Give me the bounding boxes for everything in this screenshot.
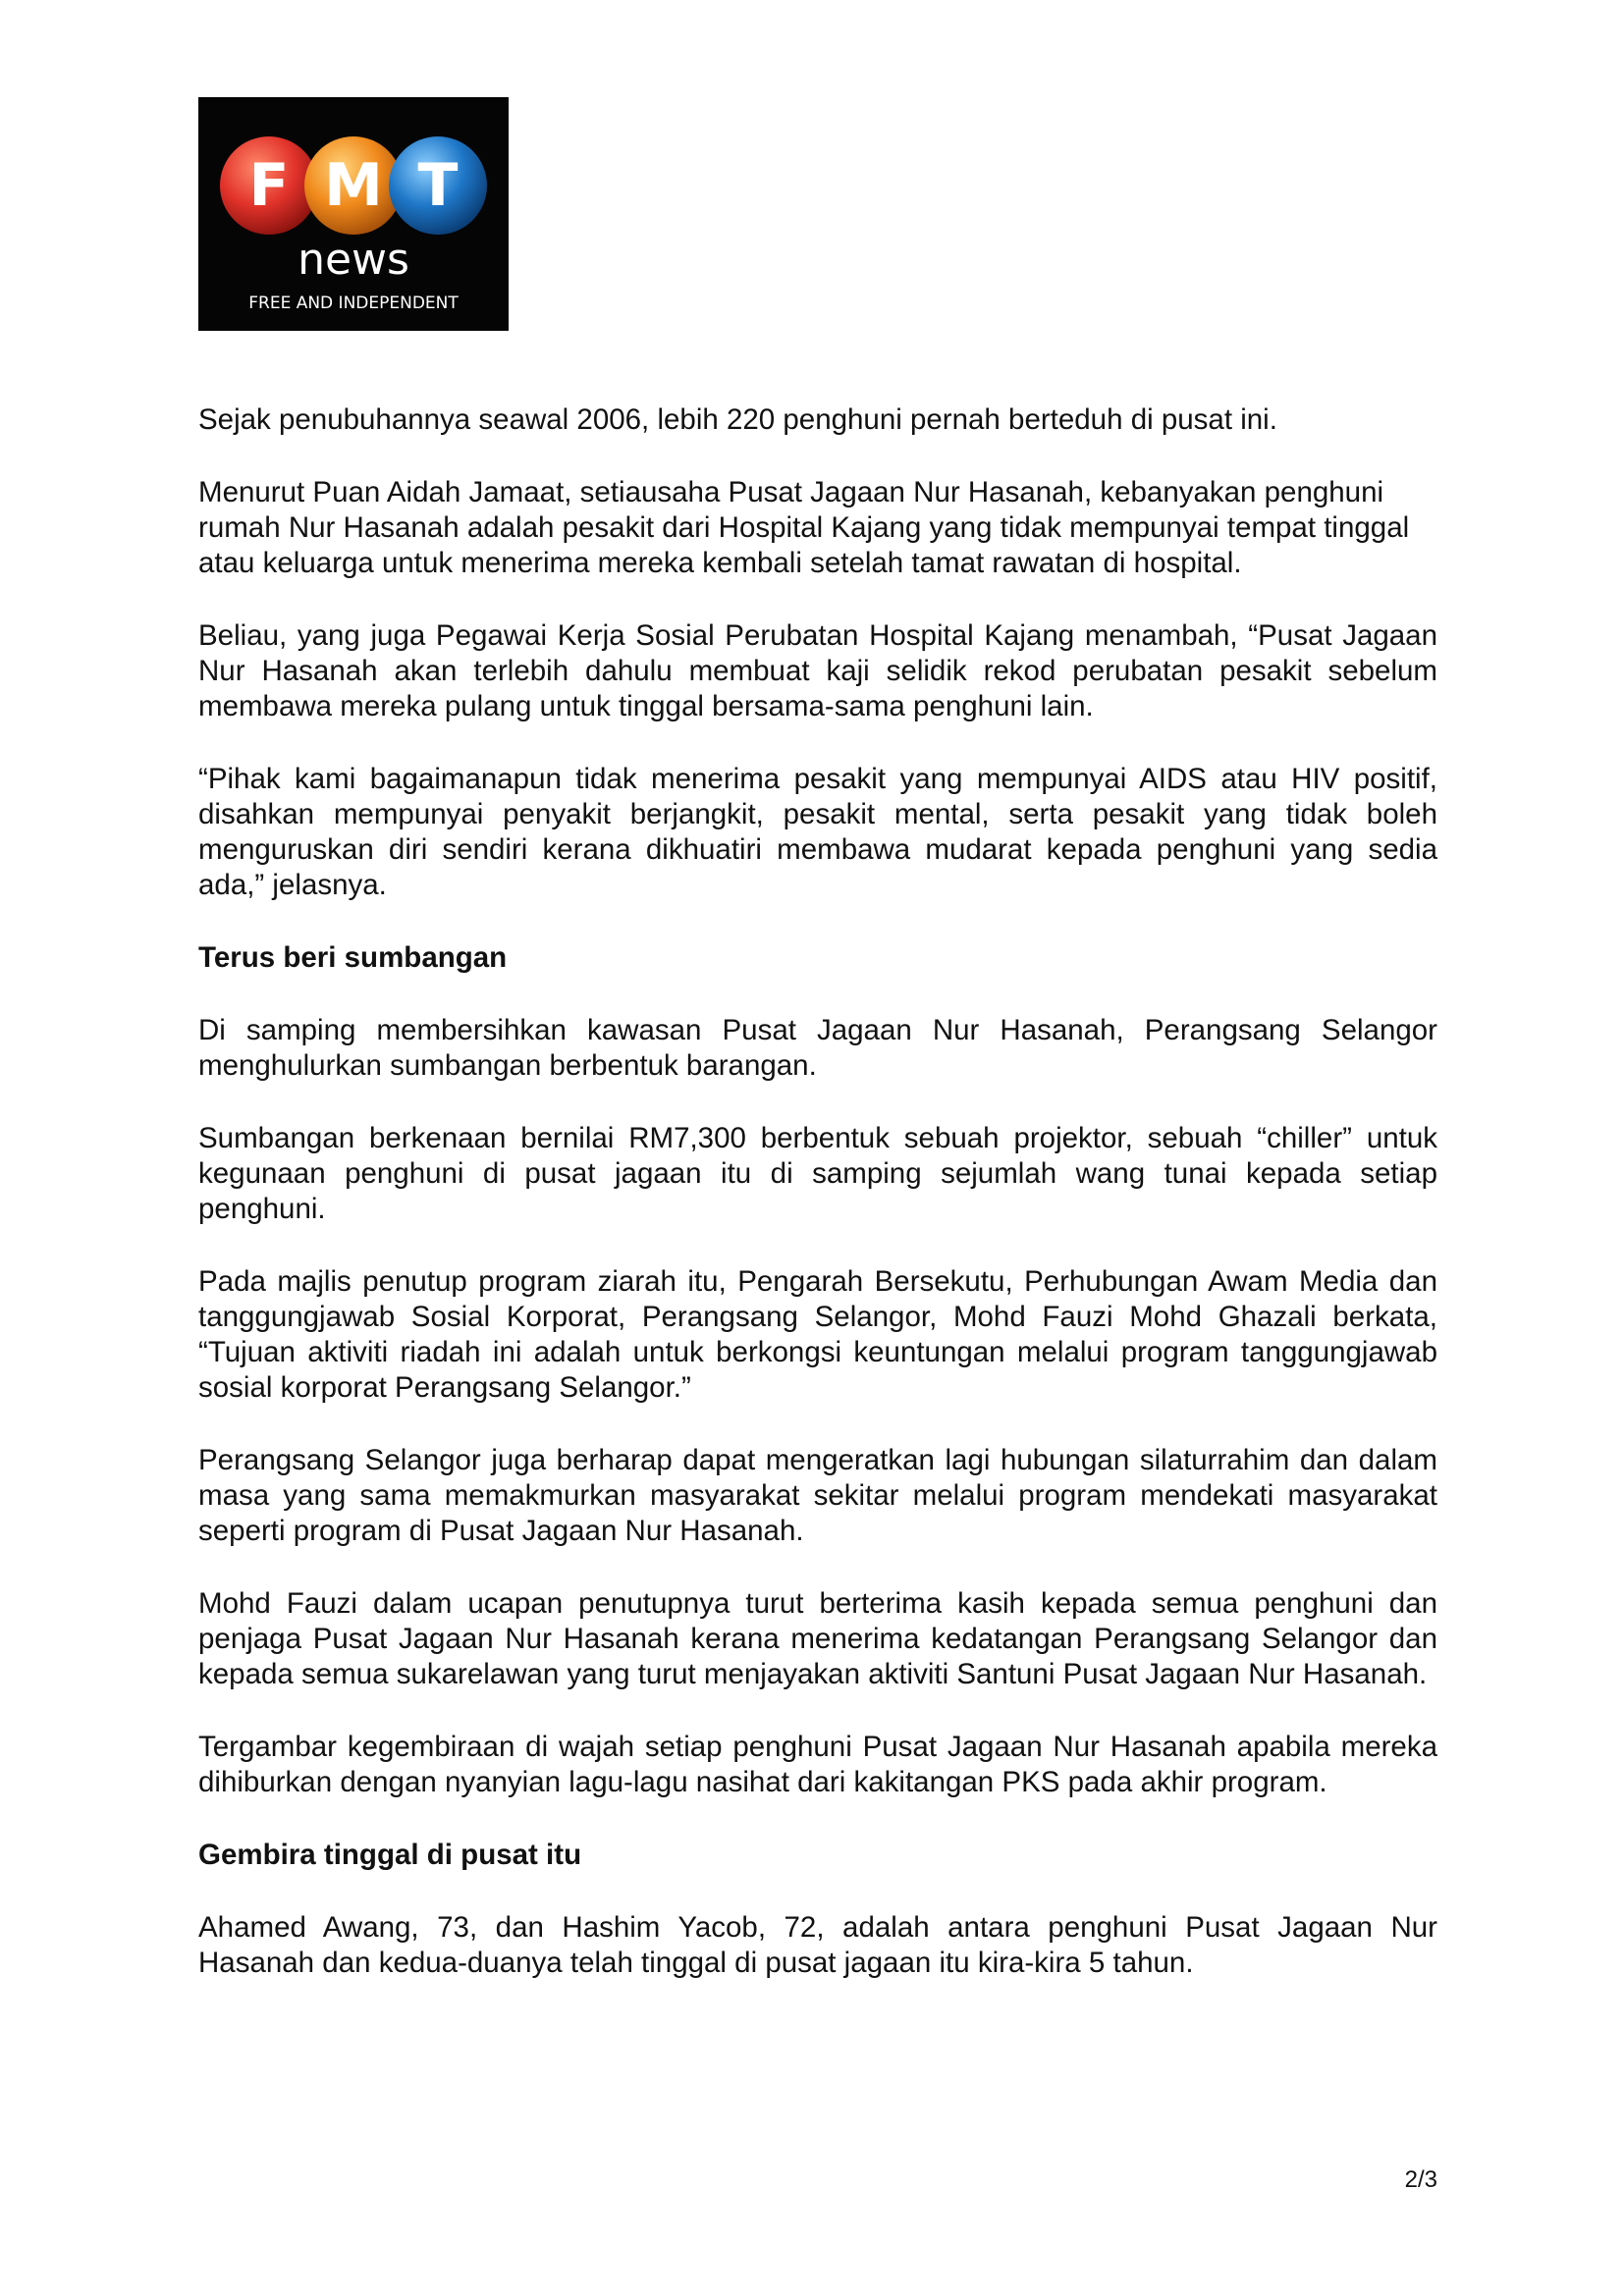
article-paragraph: Tergambar kegembiraan di wajah setiap penghuni Pusat Jagaan Nur Hasanah apabila mereka dihiburkan dengan nyanyian lagu-lagu nasihat dari kakitangan PKS pada akhir program. xyxy=(198,1731,1437,1798)
article-paragraph: Sumbangan berkenaan bernilai RM7,300 berbentuk sebuah projektor, sebuah “chiller” untuk kegunaan penghuni di pusat jagaan itu di samping sejumlah wang tunai kepada setiap penghuni. xyxy=(198,1122,1437,1225)
fmt-news-logo xyxy=(198,97,509,331)
logo-letter-m: M xyxy=(324,151,383,220)
logo-tagline: FREE AND INDEPENDENT xyxy=(248,294,459,313)
logo-letter-f: F xyxy=(248,151,290,220)
article-paragraph: Menurut Puan Aidah Jamaat, setiausaha Pusat Jagaan Nur Hasanah, kebanyakan penghuni rumah Nur Hasanah adalah pesakit dari Hospital Kajang yang tidak mempunyai tempat tinggal atau keluarga untuk menerima mereka kembali setelah tamat rawatan di hospital. xyxy=(198,476,1410,579)
section-heading: Terus beri sumbangan xyxy=(198,941,508,974)
section-heading: Gembira tinggal di pusat itu xyxy=(198,1839,582,1871)
article-paragraph: Ahamed Awang, 73, dan Hashim Yacob, 72, adalah antara penghuni Pusat Jagaan Nur Hasanah dan kedua-duanya telah tinggal di pusat jagaan itu kira-kira 5 tahun. xyxy=(198,1911,1437,1979)
article-paragraph: “Pihak kami bagaimanapun tidak menerima pesakit yang mempunyai AIDS atau HIV positif, disahkan mempunyai penyakit berjangkit, pesakit mental, serta pesakit yang tidak boleh menguruskan diri sendiri kerana dikhuatiri membawa mudarat kepada penghuni yang sedia ada,” jelasnya. xyxy=(198,763,1437,901)
article-paragraph: Di samping membersihkan kawasan Pusat Jagaan Nur Hasanah, Perangsang Selangor menghulurkan sumbangan berbentuk barangan. xyxy=(198,1014,1437,1082)
article-paragraph: Perangsang Selangor juga berharap dapat mengeratkan lagi hubungan silaturrahim dan dalam masa yang sama memakmurkan masyarakat sekitar melalui program mendekati masyarakat seperti program di Pusat Jagaan Nur Hasanah. xyxy=(198,1444,1437,1547)
article-paragraph: Beliau, yang juga Pegawai Kerja Sosial Perubatan Hospital Kajang menambah, “Pusat Jagaan Nur Hasanah akan terlebih dahulu membuat kaji selidik rekod perubatan pesakit sebelum membawa mereka pulang untuk tinggal bersama-sama penghuni lain. xyxy=(198,619,1437,722)
fmt-logo-graphic xyxy=(198,97,509,331)
article-paragraph: Sejak penubuhannya seawal 2006, lebih 220 penghuni pernah berteduh di pusat ini. xyxy=(198,403,1277,436)
logo-letter-t: T xyxy=(417,151,459,220)
article-paragraph: Mohd Fauzi dalam ucapan penutupnya turut berterima kasih kepada semua penghuni dan penjaga Pusat Jagaan Nur Hasanah kerana menerima kedatangan Perangsang Selangor dan kepada semua sukarelawan yang turut menjayakan aktiviti Santuni Pusat Jagaan Nur Hasanah. xyxy=(198,1587,1437,1690)
logo-word-news: news xyxy=(298,235,409,285)
article-paragraph: Pada majlis penutup program ziarah itu, Pengarah Bersekutu, Perhubungan Awam Media dan tanggungjawab Sosial Korporat, Perangsang Selangor, Mohd Fauzi Mohd Ghazali berkata, “Tujuan aktiviti riadah ini adalah untuk berkongsi keuntungan melalui program tanggungjawab sosial korporat Perangsang Selangor.” xyxy=(198,1265,1437,1404)
page-number: 2/3 xyxy=(1404,2166,1437,2193)
article-body xyxy=(198,402,1437,2018)
